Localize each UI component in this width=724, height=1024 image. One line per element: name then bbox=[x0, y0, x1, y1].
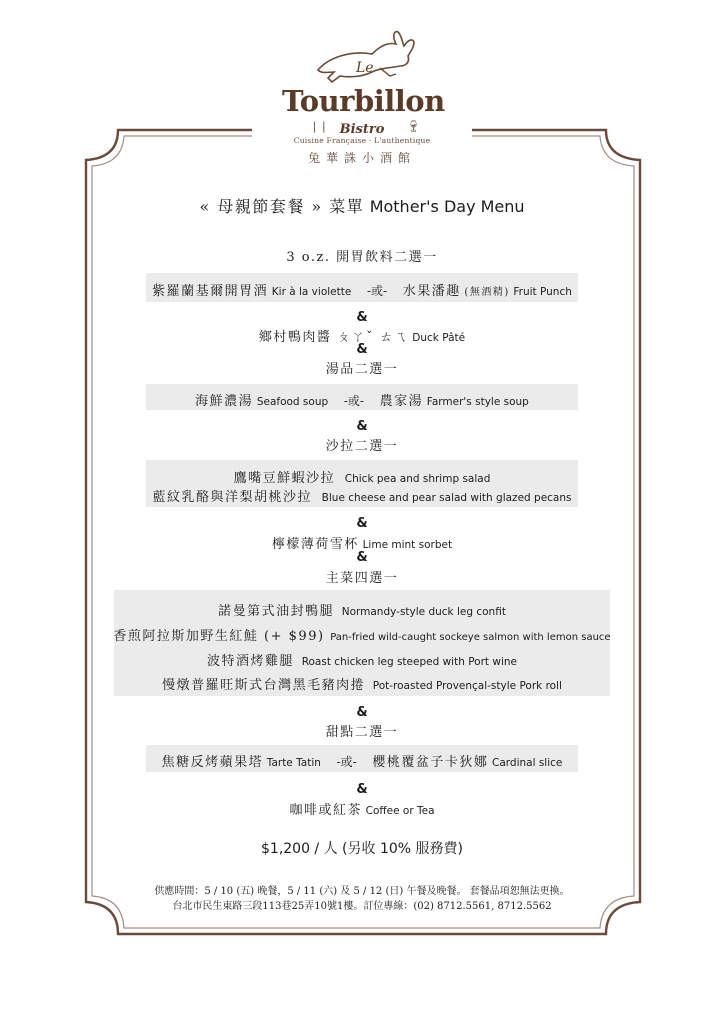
logo-chinese-name: 兔華誅小酒館 bbox=[307, 151, 416, 165]
main-option-2: 香煎阿拉斯加野生紅鮭 (+ $99) Pan-fried wild-caught sockeye salmon with lemon sauce bbox=[113, 629, 611, 644]
soup-option-1-zh: 海鮮濃湯 bbox=[195, 394, 254, 409]
dessert-options bbox=[0, 751, 724, 770]
title-chinese: « 母親節套餐 » 菜單 bbox=[199, 197, 365, 216]
ampersand: & bbox=[356, 516, 368, 531]
wine-glass-icon: 🍷︎ bbox=[406, 119, 422, 133]
dessert-option-1-zh: 焦糖反烤蘋果塔 bbox=[161, 755, 264, 770]
soup-options bbox=[0, 390, 724, 409]
salad-option-2: 藍紋乳酪與洋梨胡桃沙拉 Blue cheese and pear salad with glazed pecans bbox=[152, 490, 572, 505]
main-heading: 主菜四選一 bbox=[325, 571, 399, 586]
drink-item: 咖啡或紅茶 Coffee or Tea bbox=[289, 803, 435, 818]
salad-option-1: 鷹嘴豆鮮蝦沙拉 Chick pea and shrimp salad bbox=[233, 471, 491, 486]
main-option-3: 波特酒烤雞腿 Roast chicken leg steeped with Port wine bbox=[207, 654, 517, 669]
dessert-option-1-en: Tarte Tatin bbox=[266, 757, 321, 769]
pate-item: 鄉村鴨肉醬 ㄆㄚˇ ㄊㄟ Duck Pâté bbox=[258, 330, 466, 345]
aperitif-option-2-zh: 水果潘趣 bbox=[402, 284, 461, 299]
soup-option-2-en: Farmer's style soup bbox=[426, 396, 529, 408]
aperitif-options bbox=[0, 280, 724, 299]
ampersand: & bbox=[356, 310, 368, 325]
sorbet-item: 檸檬薄荷雪杯 Lime mint sorbet bbox=[271, 537, 453, 552]
address-phone: 台北市民生東路三段113巷25弄10號1樓。訂位專線：(02) 8712.5561, 8712.5562 bbox=[172, 901, 552, 912]
main-option-1: 諾曼第式油封鴨腿 Normandy-style duck leg confit bbox=[218, 604, 506, 619]
restaurant-logo bbox=[282, 28, 445, 168]
menu-price: $1,200 / 人 (另收 10% 服務費) bbox=[261, 841, 463, 857]
or-separator: -或- bbox=[336, 755, 357, 769]
aperitif-heading: 3 o.z. 開胃飲料二選一 bbox=[286, 250, 438, 265]
dessert-heading: 甜點二選一 bbox=[325, 725, 399, 740]
or-separator: -或- bbox=[343, 394, 364, 408]
rabbit-icon bbox=[310, 28, 420, 88]
soup-heading: 湯品二選一 bbox=[325, 362, 399, 377]
aperitif-option-1-en: Kir à la violette bbox=[271, 286, 352, 298]
logo-tagline: Cuisine Française · L'authentique bbox=[293, 136, 431, 145]
salad-heading: 沙拉二選一 bbox=[325, 439, 399, 454]
service-hours: 供應時間：5 / 10 (五) 晚餐，5 / 11 (六) 及 5 / 12 (日) 午餐及晚餐。 套餐品項恕無法更換。 bbox=[154, 886, 570, 897]
dessert-option-2-en: Cardinal slice bbox=[492, 757, 563, 769]
ampersand: & bbox=[356, 550, 368, 565]
aperitif-option-1-zh: 紫羅蘭基爾開胃酒 bbox=[152, 284, 269, 299]
dessert-option-2-zh: 櫻桃覆盆子卡狄娜 bbox=[372, 755, 489, 770]
soup-option-1-en: Seafood soup bbox=[256, 396, 329, 408]
aperitif-option-2-en: Fruit Punch bbox=[513, 286, 572, 298]
ampersand: & bbox=[356, 705, 368, 720]
logo-bistro: Bistro bbox=[339, 122, 385, 137]
ampersand: & bbox=[356, 419, 368, 434]
logo-brand: Tourbillon bbox=[282, 84, 445, 118]
logo-le: Le bbox=[356, 60, 374, 76]
fork-icon: ❘❘ bbox=[310, 120, 329, 133]
or-separator: -或- bbox=[366, 284, 388, 298]
menu-title bbox=[0, 194, 724, 217]
main-option-4: 慢燉普羅旺斯式台灣黑毛豬肉捲 Pot-roasted Provençal-style Pork roll bbox=[162, 678, 562, 693]
aperitif-option-2-note: (無酒精) bbox=[464, 287, 510, 298]
title-english: Mother's Day Menu bbox=[369, 197, 525, 216]
ampersand: & bbox=[356, 342, 368, 357]
ampersand: & bbox=[356, 782, 368, 797]
soup-option-2-zh: 農家湯 bbox=[379, 394, 424, 409]
